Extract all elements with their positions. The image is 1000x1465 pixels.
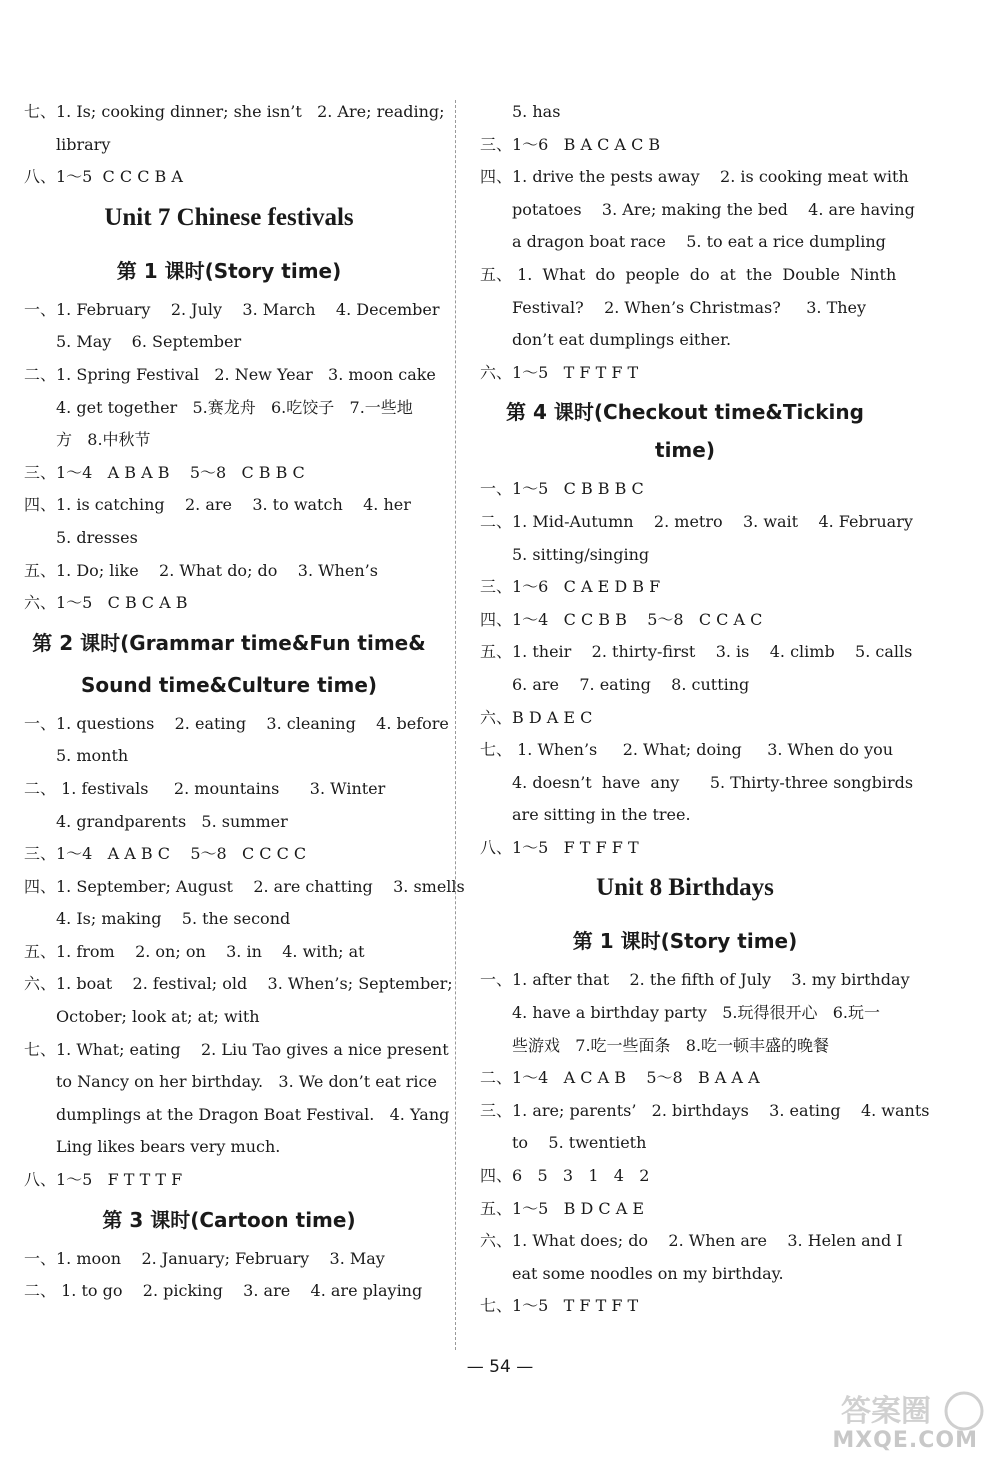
answer-line: 一、1. after that 2. the fifth of July 3. my birthday (480, 970, 910, 990)
answer-line: 4. grandparents 5. summer (56, 811, 288, 831)
answer-line: 三、1. are; parents’ 2. birthdays 3. eating 4. wants (480, 1100, 930, 1120)
lesson-heading: Sound time&Culture time) (80, 672, 378, 697)
answer-line: Ling likes bears very much. (56, 1137, 281, 1157)
answer-line: a dragon boat race 5. to eat a rice dumpling (512, 232, 886, 252)
answer-line: 二、1. Spring Festival 2. New Year 3. moon cake (24, 364, 436, 384)
answer-line: 四、1. September; August 2. are chatting 3. smells (24, 876, 465, 896)
answer-line: 一、1. questions 2. eating 3. cleaning 4. before (24, 713, 449, 733)
answer-line: 七、1. Is; cooking dinner; she isn’t 2. Are; reading; (24, 102, 445, 121)
answer-line: 七、1～5 T F T F T (480, 1296, 639, 1316)
answer-line: 方 8.中秋节 (56, 430, 151, 450)
answer-line: 一、1～5 C B B B C (480, 479, 644, 499)
answer-line: 七、1. What; eating 2. Liu Tao gives a nice present (24, 1039, 449, 1059)
answer-line: 5. has (512, 102, 561, 121)
lesson-heading: 第 1 课时(Story time) (116, 258, 342, 283)
answer-line: dumplings at the Dragon Boat Festival. 4. Yang (56, 1104, 450, 1124)
answer-line: library (56, 134, 111, 154)
answer-line: 五、1. Do; like 2. What do; do 3. When’s (24, 560, 378, 580)
answer-line: 四、6 5 3 1 4 2 (480, 1166, 650, 1186)
watermark-url: MXQE.COM (832, 1428, 978, 1453)
right-column (480, 96, 930, 1323)
answer-line: 6. are 7. eating 8. cutting (512, 674, 750, 694)
watermark-logo (786, 1381, 986, 1459)
answer-line: 四、1. drive the pests away 2. is cooking meat with (480, 167, 909, 187)
answer-line: 三、1～4 A A B C 5～8 C C C C (24, 844, 307, 864)
answer-line: 五、1. their 2. thirty-first 3. is 4. climb 5. calls (480, 642, 913, 662)
answer-line: Festival? 2. When’s Christmas? 3. They (512, 297, 867, 317)
answer-line: 4. have a birthday party 5.玩得很开心 6.玩一 (512, 1003, 881, 1023)
answer-line: 些游戏 7.吃一些面条 8.吃一顿丰盛的晚餐 (512, 1035, 830, 1055)
answer-line: 一、1. February 2. July 3. March 4. December (24, 299, 440, 319)
answer-line: 三、1～4 A B A B 5～8 C B B C (24, 462, 305, 482)
unit-heading: Unit 7 Chinese festivals (104, 203, 354, 231)
answer-line: 4. doesn’t have any 5. Thirty-three songbirds (512, 772, 914, 792)
answer-line: 三、1～6 B A C A C B (480, 134, 661, 154)
answer-line: 5. month (56, 746, 129, 766)
answer-line: 六、1. boat 2. festival; old 3. When’s; September; (24, 974, 453, 994)
answer-line: 五、1～5 B D C A E (480, 1198, 645, 1218)
answer-line: 4. Is; making 5. the second (56, 909, 291, 929)
answer-line: 5. May 6. September (56, 332, 242, 352)
answer-line: 八、1～5 F T F F T (480, 837, 639, 857)
page-number: — 54 — (466, 1357, 534, 1377)
answer-line: 八、1～5 C C C B A (24, 167, 183, 187)
answer-line: 5. sitting/singing (512, 544, 650, 564)
lesson-heading: 第 2 课时(Grammar time&Fun time& (32, 630, 426, 655)
answer-line: to 5. twentieth (512, 1133, 647, 1153)
answer-line: October; look at; at; with (56, 1007, 260, 1027)
answer-line: 五、1. from 2. on; on 3. in 4. with; at (24, 941, 365, 961)
left-column (24, 96, 465, 1308)
answer-line: potatoes 3. Are; making the bed 4. are having (512, 199, 915, 219)
answer-line: 六、B D A E C (480, 707, 593, 727)
answer-line: 七、 1. When’s 2. What; doing 3. When do you (480, 740, 894, 760)
answer-line: don’t eat dumplings either. (512, 330, 732, 350)
answer-line: 六、1～5 C B C A B (24, 593, 188, 613)
answer-line: 4. get together 5.赛龙舟 6.吃饺子 7.一些地 (56, 397, 413, 417)
answer-line: 六、1～5 T F T F T (480, 362, 639, 382)
answer-line: 二、 1. to go 2. picking 3. are 4. are playing (24, 1281, 423, 1301)
answer-line: 二、 1. festivals 2. mountains 3. Winter (24, 778, 386, 798)
answer-line: 三、1～6 C A E D B F (480, 577, 661, 597)
column-divider (455, 100, 456, 1350)
unit-heading: Unit 8 Birthdays (596, 874, 774, 902)
watermark-logo-text: 答案圈 (841, 1394, 931, 1429)
lesson-heading: 第 4 课时(Checkout time&Ticking time) (506, 400, 864, 463)
answer-line: 六、1. What does; do 2. When are 3. Helen and I (480, 1231, 903, 1251)
answer-line: 一、1. moon 2. January; February 3. May (24, 1248, 385, 1268)
answer-line: are sitting in the tree. (512, 805, 691, 825)
answer-line: 二、1. Mid-Autumn 2. metro 3. wait 4. February (480, 511, 913, 531)
answer-line: 四、1. is catching 2. are 3. to watch 4. her (24, 495, 411, 515)
answer-line: 5. dresses (56, 527, 138, 547)
answer-line: 四、1～4 C C B B 5～8 C C A C (480, 609, 763, 629)
answer-line: 五、 1. What do people do at the Double Ninth (480, 264, 897, 284)
answer-line: 二、1～4 A C A B 5～8 B A A A (480, 1068, 760, 1088)
answer-line: eat some noodles on my birthday. (512, 1263, 784, 1283)
answer-line: 八、1～5 F T T T F (24, 1170, 183, 1190)
lesson-heading: 第 1 课时(Story time) (572, 929, 798, 954)
answer-line: to Nancy on her birthday. 3. We don’t eat rice (56, 1072, 437, 1092)
lesson-heading: 第 3 课时(Cartoon time) (102, 1207, 356, 1232)
